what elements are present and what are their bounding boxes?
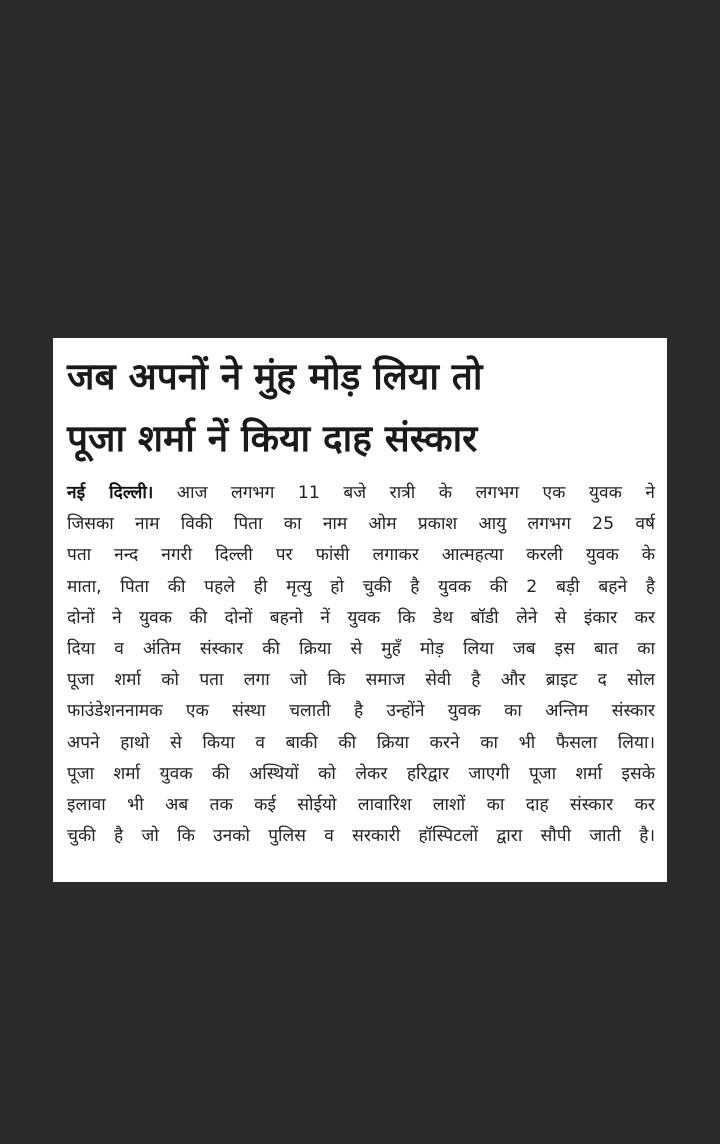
article-line: जिसका नाम विकी पिता का नाम ओम प्रकाश आयु लगभग 25 वर्ष (67, 514, 655, 535)
dateline: नई दिल्ली। (67, 483, 154, 503)
newspaper-clipping (53, 338, 667, 882)
article-line: पता नन्द नगरी दिल्ली पर फांसी लगाकर आत्महत्या करली युवक के (67, 545, 655, 566)
headline-line-2: पूजा शर्मा नें किया दाह संस्कार (67, 417, 478, 460)
article-line-text: आज लगभग 11 बजे रात्री के लगभग एक युवक ने (153, 483, 655, 503)
article-body (67, 478, 655, 852)
article-line: अपने हाथो से किया व बाकी की क्रिया करने का भी फैसला लिया। (67, 732, 655, 753)
article-line: पूजा शर्मा युवक की अस्थियों को लेकर हरिद्वार जाएगी पूजा शर्मा इसके (67, 763, 655, 784)
article-line (67, 478, 655, 509)
article-line: दोनों ने युवक की दोनों बहनो नें युवक कि डेथ बॉडी लेने से इंकार कर (67, 607, 655, 628)
article-line: पूजा शर्मा को पता लगा जो कि समाज सेवी है और ब्राइट द सोल (67, 670, 655, 691)
article-line: फाउंडेशननामक एक संस्था चलाती है उन्होंने युवक का अन्तिम संस्कार (67, 701, 655, 722)
article-line: इलावा भी अब तक कई सोईयो लावारिश लाशों का दाह संस्कार कर (67, 795, 655, 816)
article-line: दिया व अंतिम संस्कार की क्रिया से मुहँ मोड़ लिया जब इस बात का (67, 639, 655, 660)
article-line: माता, पिता की पहले ही मृत्यु हो चुकी है युवक की 2 बड़ी बहने है (67, 576, 655, 597)
headline-line-1: जब अपनों ने मुंह मोड़ लिया तो (67, 355, 483, 398)
article-line: चुकी है जो कि उनको पुलिस व सरकारी हॉस्पिटलों द्वारा सौपी जाती है। (67, 826, 655, 847)
headline (67, 346, 655, 470)
